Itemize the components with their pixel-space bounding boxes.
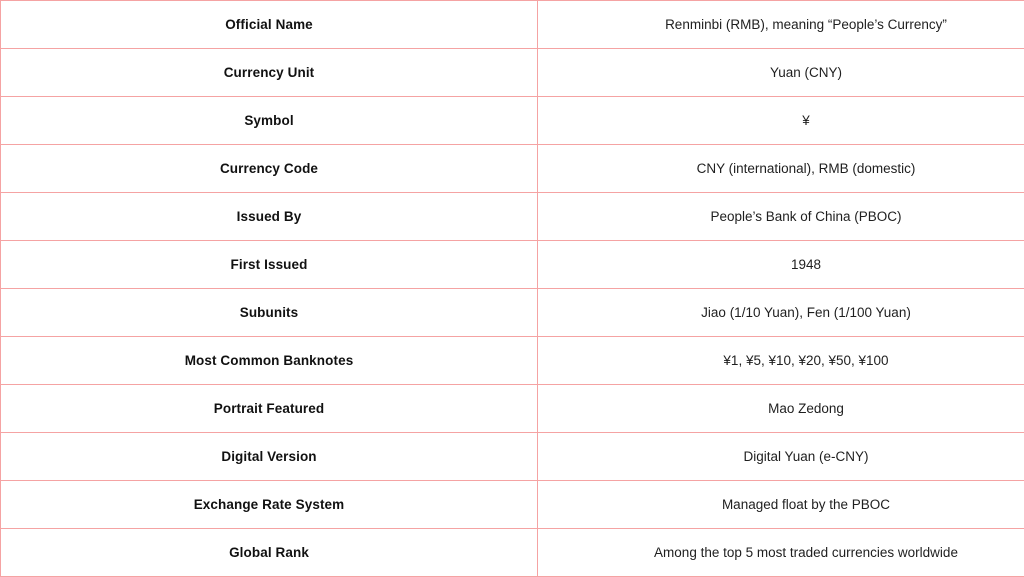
- row-label: Currency Unit: [1, 49, 538, 97]
- row-value: ¥1, ¥5, ¥10, ¥20, ¥50, ¥100: [538, 337, 1024, 385]
- row-label: Digital Version: [1, 433, 538, 481]
- row-value: Jiao (1/10 Yuan), Fen (1/100 Yuan): [538, 289, 1024, 337]
- table-row: [1, 337, 1024, 385]
- row-value: ¥: [538, 97, 1024, 145]
- table-row: [1, 1, 1024, 49]
- row-value: 1948: [538, 241, 1024, 289]
- table-row: [1, 145, 1024, 193]
- row-label: Most Common Banknotes: [1, 337, 538, 385]
- row-label: Issued By: [1, 193, 538, 241]
- row-value: Among the top 5 most traded currencies worldwide: [538, 529, 1024, 577]
- row-label: Official Name: [1, 1, 538, 49]
- row-label: Global Rank: [1, 529, 538, 577]
- table-row: [1, 481, 1024, 529]
- table-row: [1, 433, 1024, 481]
- table-row: [1, 385, 1024, 433]
- table-body: [1, 1, 1024, 577]
- row-value: CNY (international), RMB (domestic): [538, 145, 1024, 193]
- row-label: Portrait Featured: [1, 385, 538, 433]
- table-row: [1, 529, 1024, 577]
- row-label: Subunits: [1, 289, 538, 337]
- row-label: Exchange Rate System: [1, 481, 538, 529]
- table-row: [1, 97, 1024, 145]
- row-value: Mao Zedong: [538, 385, 1024, 433]
- table-row: [1, 289, 1024, 337]
- row-label: Currency Code: [1, 145, 538, 193]
- row-value: Digital Yuan (e-CNY): [538, 433, 1024, 481]
- table-row: [1, 49, 1024, 97]
- table-row: [1, 241, 1024, 289]
- row-label: First Issued: [1, 241, 538, 289]
- row-value: Yuan (CNY): [538, 49, 1024, 97]
- row-value: People’s Bank of China (PBOC): [538, 193, 1024, 241]
- table-row: [1, 193, 1024, 241]
- row-value: Managed float by the PBOC: [538, 481, 1024, 529]
- row-value: Renminbi (RMB), meaning “People’s Currency”: [538, 1, 1024, 49]
- row-label: Symbol: [1, 97, 538, 145]
